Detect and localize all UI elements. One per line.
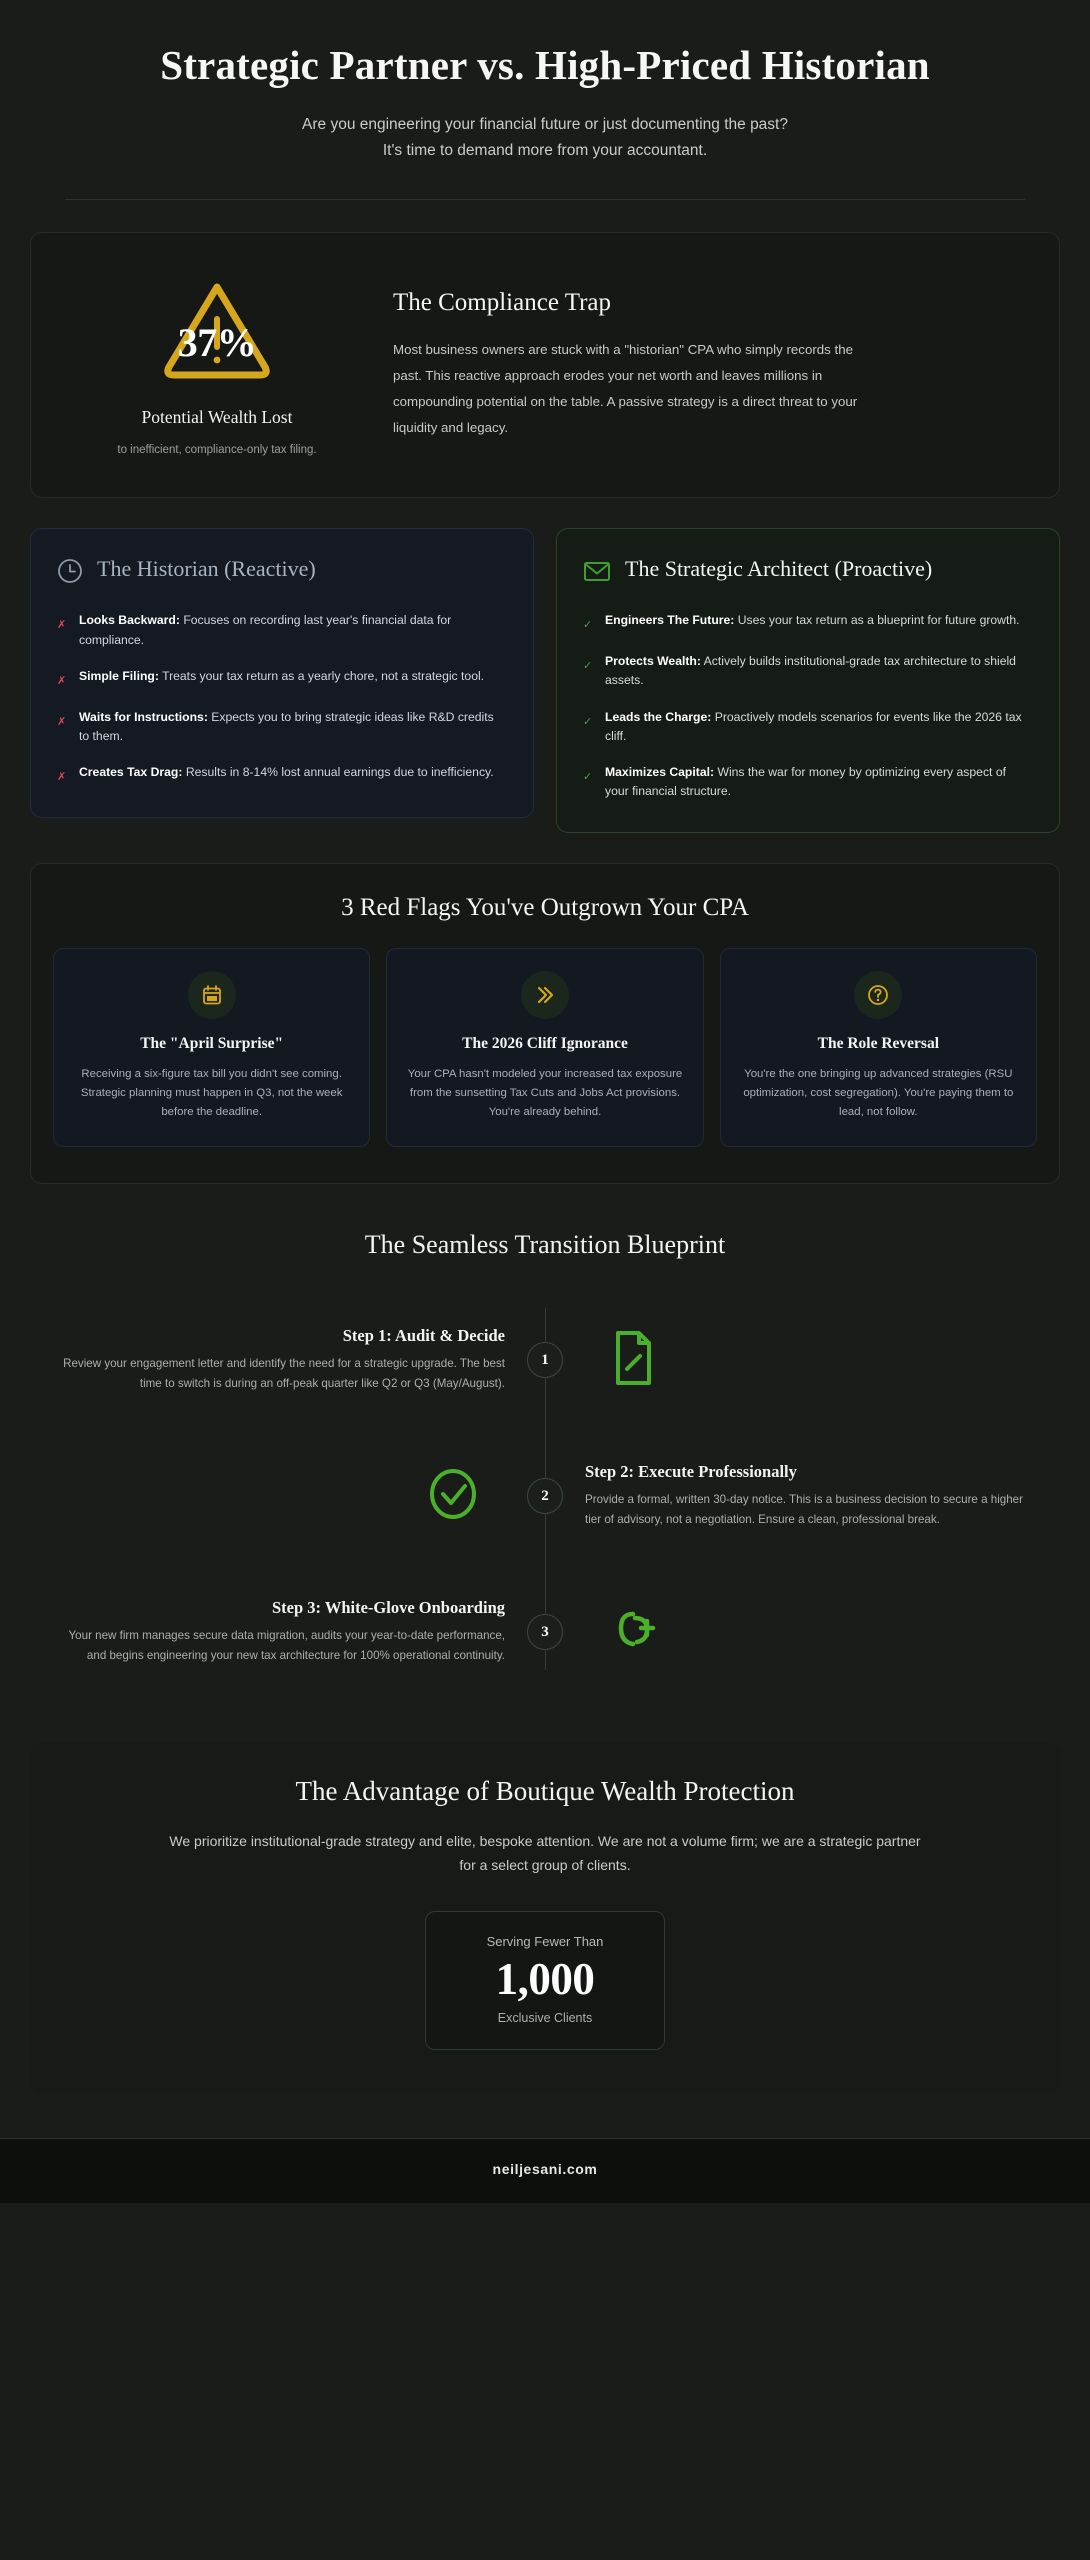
- wealth-lost-label: Potential Wealth Lost: [141, 407, 293, 428]
- step-1-copy: [48, 1326, 545, 1394]
- step-1-art: [545, 1329, 1042, 1392]
- timeline-node-1: 1: [527, 1342, 563, 1378]
- red-flag-card-role-reversal: [720, 948, 1037, 1147]
- wealth-lost-percent: 37%: [177, 320, 257, 366]
- advantage-section: [0, 1692, 1090, 2092]
- client-count-caption-top: Serving Fewer Than: [486, 1934, 604, 1950]
- bullet-label: Protects Wealth:: [605, 654, 701, 669]
- double-chevron-icon-bubble: [521, 971, 569, 1019]
- calendar-icon-bubble: [188, 971, 236, 1019]
- bullet-text: Actively builds institutional-grade tax architecture to shield assets.: [605, 654, 1016, 688]
- footer-domain-link[interactable]: neiljesani.com: [492, 2160, 598, 2177]
- page-title: Strategic Partner vs. High-Priced Historian: [160, 42, 930, 88]
- step-title: Step 1: Audit & Decide: [342, 1326, 505, 1346]
- step-text: Your new firm manages secure data migration, audits your year-to-date performance, and begins engineering your new tax architecture for 100% operational continuity.: [68, 1629, 505, 1663]
- red-flag-title: The "April Surprise": [140, 1034, 284, 1052]
- bullet-label: Creates Tax Drag:: [79, 765, 183, 780]
- red-flag-text: Your CPA hasn't modeled your increased tax exposure from the sunsetting Tax Cuts and Jobs Act provisions. You're already behind.: [407, 1067, 683, 1118]
- client-count-box: [425, 1911, 665, 2050]
- bullet-text: Results in 8-14% lost annual earnings due to inefficiency.: [185, 765, 494, 780]
- bullet-label: Looks Backward:: [79, 613, 180, 628]
- client-count-caption-bottom: Exclusive Clients: [497, 2010, 593, 2025]
- list-item: [583, 763, 1033, 802]
- compliance-trap-card: [30, 232, 1060, 498]
- envelope-icon: [583, 558, 611, 589]
- document-pencil-icon: [611, 1329, 655, 1392]
- clock-icon: [57, 558, 83, 589]
- hero-subtitle: [195, 112, 895, 163]
- list-item: [583, 652, 1033, 691]
- transition-blueprint-section: [0, 1184, 1090, 1692]
- compliance-trap-section: [0, 200, 1090, 498]
- compliance-trap-copy: [393, 267, 1023, 441]
- red-flag-title: The Role Reversal: [817, 1034, 940, 1052]
- cross-icon: ✗: [57, 619, 67, 632]
- step-title: Step 3: White-Glove Onboarding: [271, 1598, 505, 1618]
- check-circle-icon: [427, 1467, 479, 1526]
- historian-card-title: The Historian (Reactive): [97, 556, 316, 582]
- step-2-art: [48, 1467, 545, 1526]
- check-icon: ✓: [583, 771, 593, 784]
- cross-icon: ✗: [57, 674, 67, 687]
- double-chevron-right-icon: [534, 984, 556, 1006]
- timeline: [30, 1300, 1060, 1692]
- list-item: [57, 667, 507, 691]
- footer: [0, 2138, 1090, 2203]
- bullet-text: Focuses on recording last year's financial data for compliance.: [79, 613, 452, 647]
- calendar-icon: [201, 984, 223, 1006]
- historian-card-header: [57, 555, 507, 589]
- red-flag-text: You're the one bringing up advanced strategies (RSU optimization, cost segregation). You're paying them to lead, not follow.: [743, 1067, 1014, 1118]
- timeline-node-2: 2: [527, 1478, 563, 1514]
- architect-card-header: [583, 555, 1033, 589]
- list-item: [57, 763, 507, 787]
- blueprint-heading: The Seamless Transition Blueprint: [364, 1230, 726, 1260]
- wealth-lost-sublabel: to inefficient, compliance-only tax filing.: [117, 444, 317, 457]
- bullet-text: Wins the war for money by optimizing every aspect of your financial structure.: [605, 765, 1006, 799]
- bullet-text: Proactively models scenarios for events like the 2026 tax cliff.: [605, 709, 1022, 743]
- step-3-copy: [48, 1598, 545, 1666]
- timeline-step-3: [48, 1572, 1042, 1692]
- advantage-body: We prioritize institutional-grade strategy and elite, bespoke attention. We are not a volume firm; we are a strategic partner for a select group of clients.: [169, 1833, 921, 1874]
- red-flags-heading: 3 Red Flags You've Outgrown Your CPA: [341, 893, 749, 921]
- bullet-text: Uses your tax return as a blueprint for future growth.: [737, 613, 1020, 628]
- comparison-section: [0, 498, 1090, 832]
- list-item: [57, 611, 507, 650]
- timeline-node-3: 3: [527, 1614, 563, 1650]
- hero-subtitle-line-2: It's time to demand more from your accountant.: [382, 141, 708, 159]
- advantage-heading: The Advantage of Boutique Wealth Protection: [295, 1776, 795, 1807]
- list-item: [583, 708, 1033, 747]
- red-flag-card-2026-cliff: [386, 948, 703, 1147]
- red-flag-text: Receiving a six-figure tax bill you didn't see coming. Strategic planning must happen in Q3, not the week before the deadline.: [80, 1067, 343, 1118]
- timeline-step-1: [48, 1300, 1042, 1420]
- hero-subtitle-line-1: Are you engineering your financial future or just documenting the past?: [302, 116, 788, 134]
- strategic-architect-proactive-card: [556, 528, 1060, 832]
- advantage-card: [30, 1742, 1060, 2092]
- red-flags-row: [53, 948, 1037, 1147]
- bullet-label: Engineers The Future:: [605, 613, 735, 628]
- step-text: Provide a formal, written 30-day notice. This is a business decision to secure a higher tier of advisory, not a negotiation. Ensure a clean, professional break.: [585, 1493, 1023, 1527]
- step-text: Review your engagement letter and identify the need for a strategic upgrade. The best time to switch is during an off-peak quarter like Q2 or Q3 (May/August).: [63, 1357, 505, 1391]
- question-icon-bubble: [854, 971, 902, 1019]
- red-flag-card-april-surprise: [53, 948, 370, 1147]
- compliance-trap-body: Most business owners are stuck with a "historian" CPA who simply records the past. This reactive approach erodes your net worth and leaves millions in compounding potential on the table. A passive strategy is a direct threat to your liquidity and legacy.: [393, 342, 858, 435]
- bullet-text: Expects you to bring strategic ideas like R&D credits to them.: [79, 709, 494, 743]
- architect-bullet-list: [583, 611, 1033, 801]
- historian-bullet-list: [57, 611, 507, 786]
- check-icon: ✓: [583, 715, 593, 728]
- list-item: [57, 708, 507, 747]
- step-3-art: [545, 1604, 1042, 1661]
- bullet-label: Leads the Charge:: [605, 709, 712, 724]
- wealth-lost-stat: [67, 267, 367, 459]
- client-count-value: 1,000: [495, 1954, 595, 2005]
- compliance-trap-heading: The Compliance Trap: [393, 289, 612, 317]
- question-circle-icon: [867, 984, 889, 1006]
- handshake-icon: [611, 1604, 661, 1661]
- cross-icon: ✗: [57, 715, 67, 728]
- step-title: Step 2: Execute Professionally: [585, 1462, 797, 1482]
- red-flags-card: [30, 863, 1060, 1184]
- architect-card-title: The Strategic Architect (Proactive): [625, 556, 933, 582]
- hero-section: [0, 0, 1090, 200]
- historian-reactive-card: [30, 528, 534, 817]
- check-icon: ✓: [583, 619, 593, 632]
- cross-icon: ✗: [57, 771, 67, 784]
- bullet-text: Treats your tax return as a yearly chore, not a strategic tool.: [162, 668, 485, 683]
- bullet-label: Simple Filing:: [79, 668, 159, 683]
- step-2-copy: [545, 1462, 1042, 1530]
- red-flag-title: The 2026 Cliff Ignorance: [462, 1034, 628, 1052]
- list-item: [583, 611, 1033, 635]
- timeline-step-2: [48, 1436, 1042, 1556]
- bullet-label: Maximizes Capital:: [605, 765, 715, 780]
- red-flags-section: [0, 833, 1090, 1184]
- bullet-label: Waits for Instructions:: [79, 709, 208, 724]
- warning-triangle-wrap: [154, 275, 280, 387]
- check-icon: ✓: [583, 660, 593, 673]
